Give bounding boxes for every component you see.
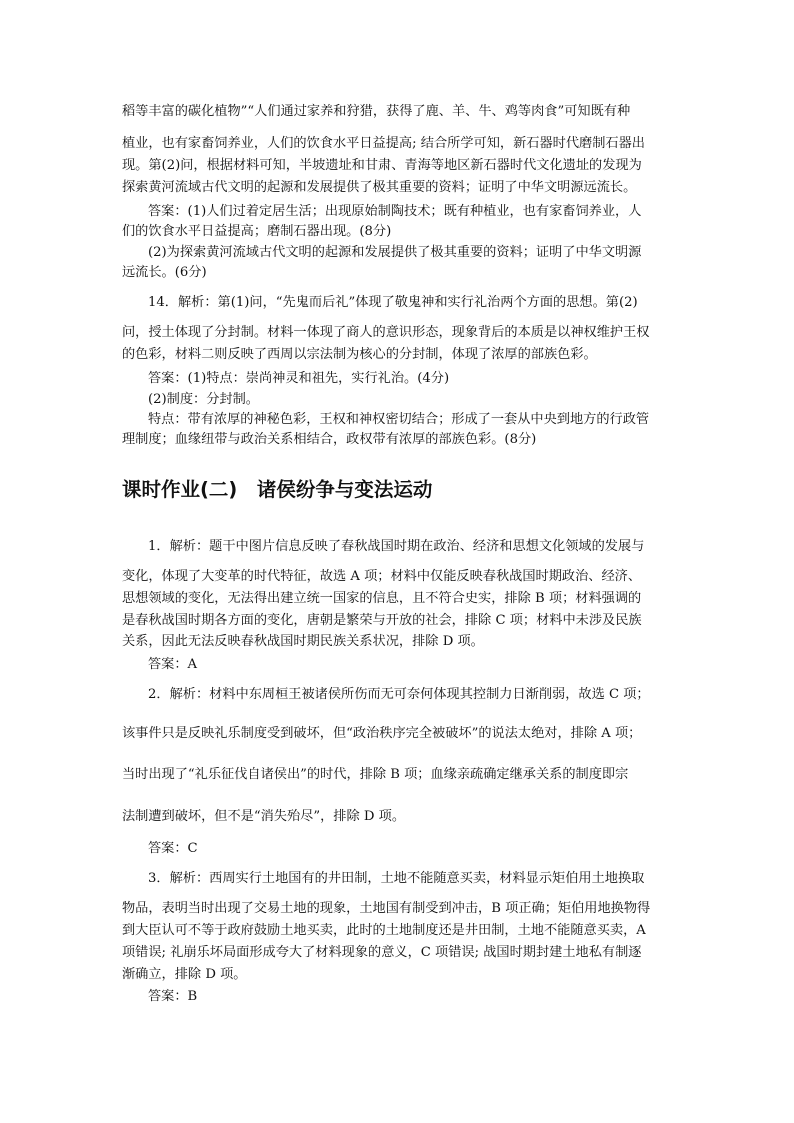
text-line: 稻等丰富的碳化植物”“人们通过家养和狩猎，获得了鹿、羊、牛、鸡等肉食”可知既有种 (122, 104, 631, 119)
question-3-analysis: 3．解析：西周实行土地国有的井田制，土地不能随意买卖，材料显示矩伯用土地换取 (148, 871, 645, 886)
answer-line: 答案：A (148, 657, 198, 672)
answer-line: 答案：(1)人们过着定居生活；出现原始制陶技术；既有种植业，也有家畜饲养业，人 (148, 204, 642, 219)
answer-line: 答案：B (148, 989, 198, 1004)
text-line: 关系，因此无法反映春秋战国时期民族关系状况，排除 D 项。 (122, 634, 484, 649)
section-title: 课时作业(二) 诸侯纷争与变法运动 (122, 478, 433, 501)
answer-line: 远流长。(6分) (122, 265, 207, 280)
answer-line: (2)制度：分封制。 (148, 392, 259, 407)
answer-line: 答案：(1)特点：崇尚神灵和祖先，实行礼治。(4分) (148, 371, 450, 386)
text-line: 法制遭到破坏，但不是“消失殆尽”，排除 D 项。 (122, 809, 406, 824)
question-1-analysis: 1．解析：题干中图片信息反映了春秋战国时期在政治、经济和思想文化领域的发展与 (148, 539, 645, 554)
text-line: 变化，体现了大变革的时代特征，故选 A 项；材料中仅能反映春秋战国时期政治、经济、 (122, 569, 642, 584)
text-line: 思想领域的变化，无法得出建立统一国家的信息，且不符合史实，排除 B 项；材料强调的 (122, 591, 642, 606)
text-line: 该事件只是反映礼乐制度受到破坏，但“政治秩序完全被破坏”的说法太绝对，排除 A 项； (122, 726, 642, 741)
text-line: 当时出现了“礼乐征伐自诸侯出”的时代，排除 B 项；血缘亲疏确定继承关系的制度即宗 (122, 767, 629, 782)
question-14-analysis: 14．解析：第(1)问，“先鬼而后礼”体现了敬鬼神和实行礼治两个方面的思想。第(2) (148, 295, 638, 310)
text-line: 渐确立，排除 D 项。 (122, 967, 247, 982)
text-line: 物品，表明当时出现了交易土地的现象，土地国有制受到冲击，B 项正确；矩伯用地换物得 (122, 901, 651, 916)
text-line: 探索黄河流域古代文明的起源和发展提供了极其重要的资料；证明了中华文明源远流长。 (122, 180, 637, 195)
text-line: 的色彩，材料二则反映了西周以宗法制为核心的分封制，体现了浓厚的部族色彩。 (122, 347, 597, 362)
text-line: 是春秋战国时期各方面的变化，唐朝是繁荣与开放的社会，排除 C 项；材料中未涉及民族 (122, 613, 642, 628)
answer-line: 答案：C (148, 841, 198, 856)
text-line: 项错误; 礼崩乐坏局面形成夸大了材料现象的意义，C 项错误; 战国时期封建土地私有制逐 (122, 945, 642, 960)
answer-line: 们的饮食水平日益提高；磨制石器出现。(8分) (122, 224, 392, 239)
answer-line: (2)为探索黄河流域古代文明的起源和发展提供了极其重要的资料；证明了中华文明源 (148, 245, 642, 260)
answer-line: 理制度；血缘纽带与政治关系相结合，政权带有浓厚的部族色彩。(8分) (122, 432, 537, 447)
text-line: 到大臣认可不等于政府鼓励土地买卖，此时的土地制度还是井田制，土地不能随意买卖，A (122, 923, 646, 938)
answer-line: 特点：带有浓厚的神秘色彩，王权和神权密切结合；形成了一套从中央到地方的行政管 (148, 412, 650, 427)
text-line: 现。第(2)问，根据材料可知，半坡遗址和甘肃、青海等地区新石器时代文化遗址的发现为 (122, 158, 642, 173)
text-line: 问，授土体现了分封制。材料一体现了商人的意识形态，现象背后的本质是以神权维护王权 (122, 325, 650, 340)
text-line: 植业，也有家畜饲养业，人们的饮食水平日益提高; 结合所学可知，新石器时代磨制石器出 (122, 136, 645, 151)
question-2-analysis: 2．解析：材料中东周桓王被诸侯所伤而无可奈何体现其控制力日渐削弱，故选 C 项； (148, 687, 650, 702)
